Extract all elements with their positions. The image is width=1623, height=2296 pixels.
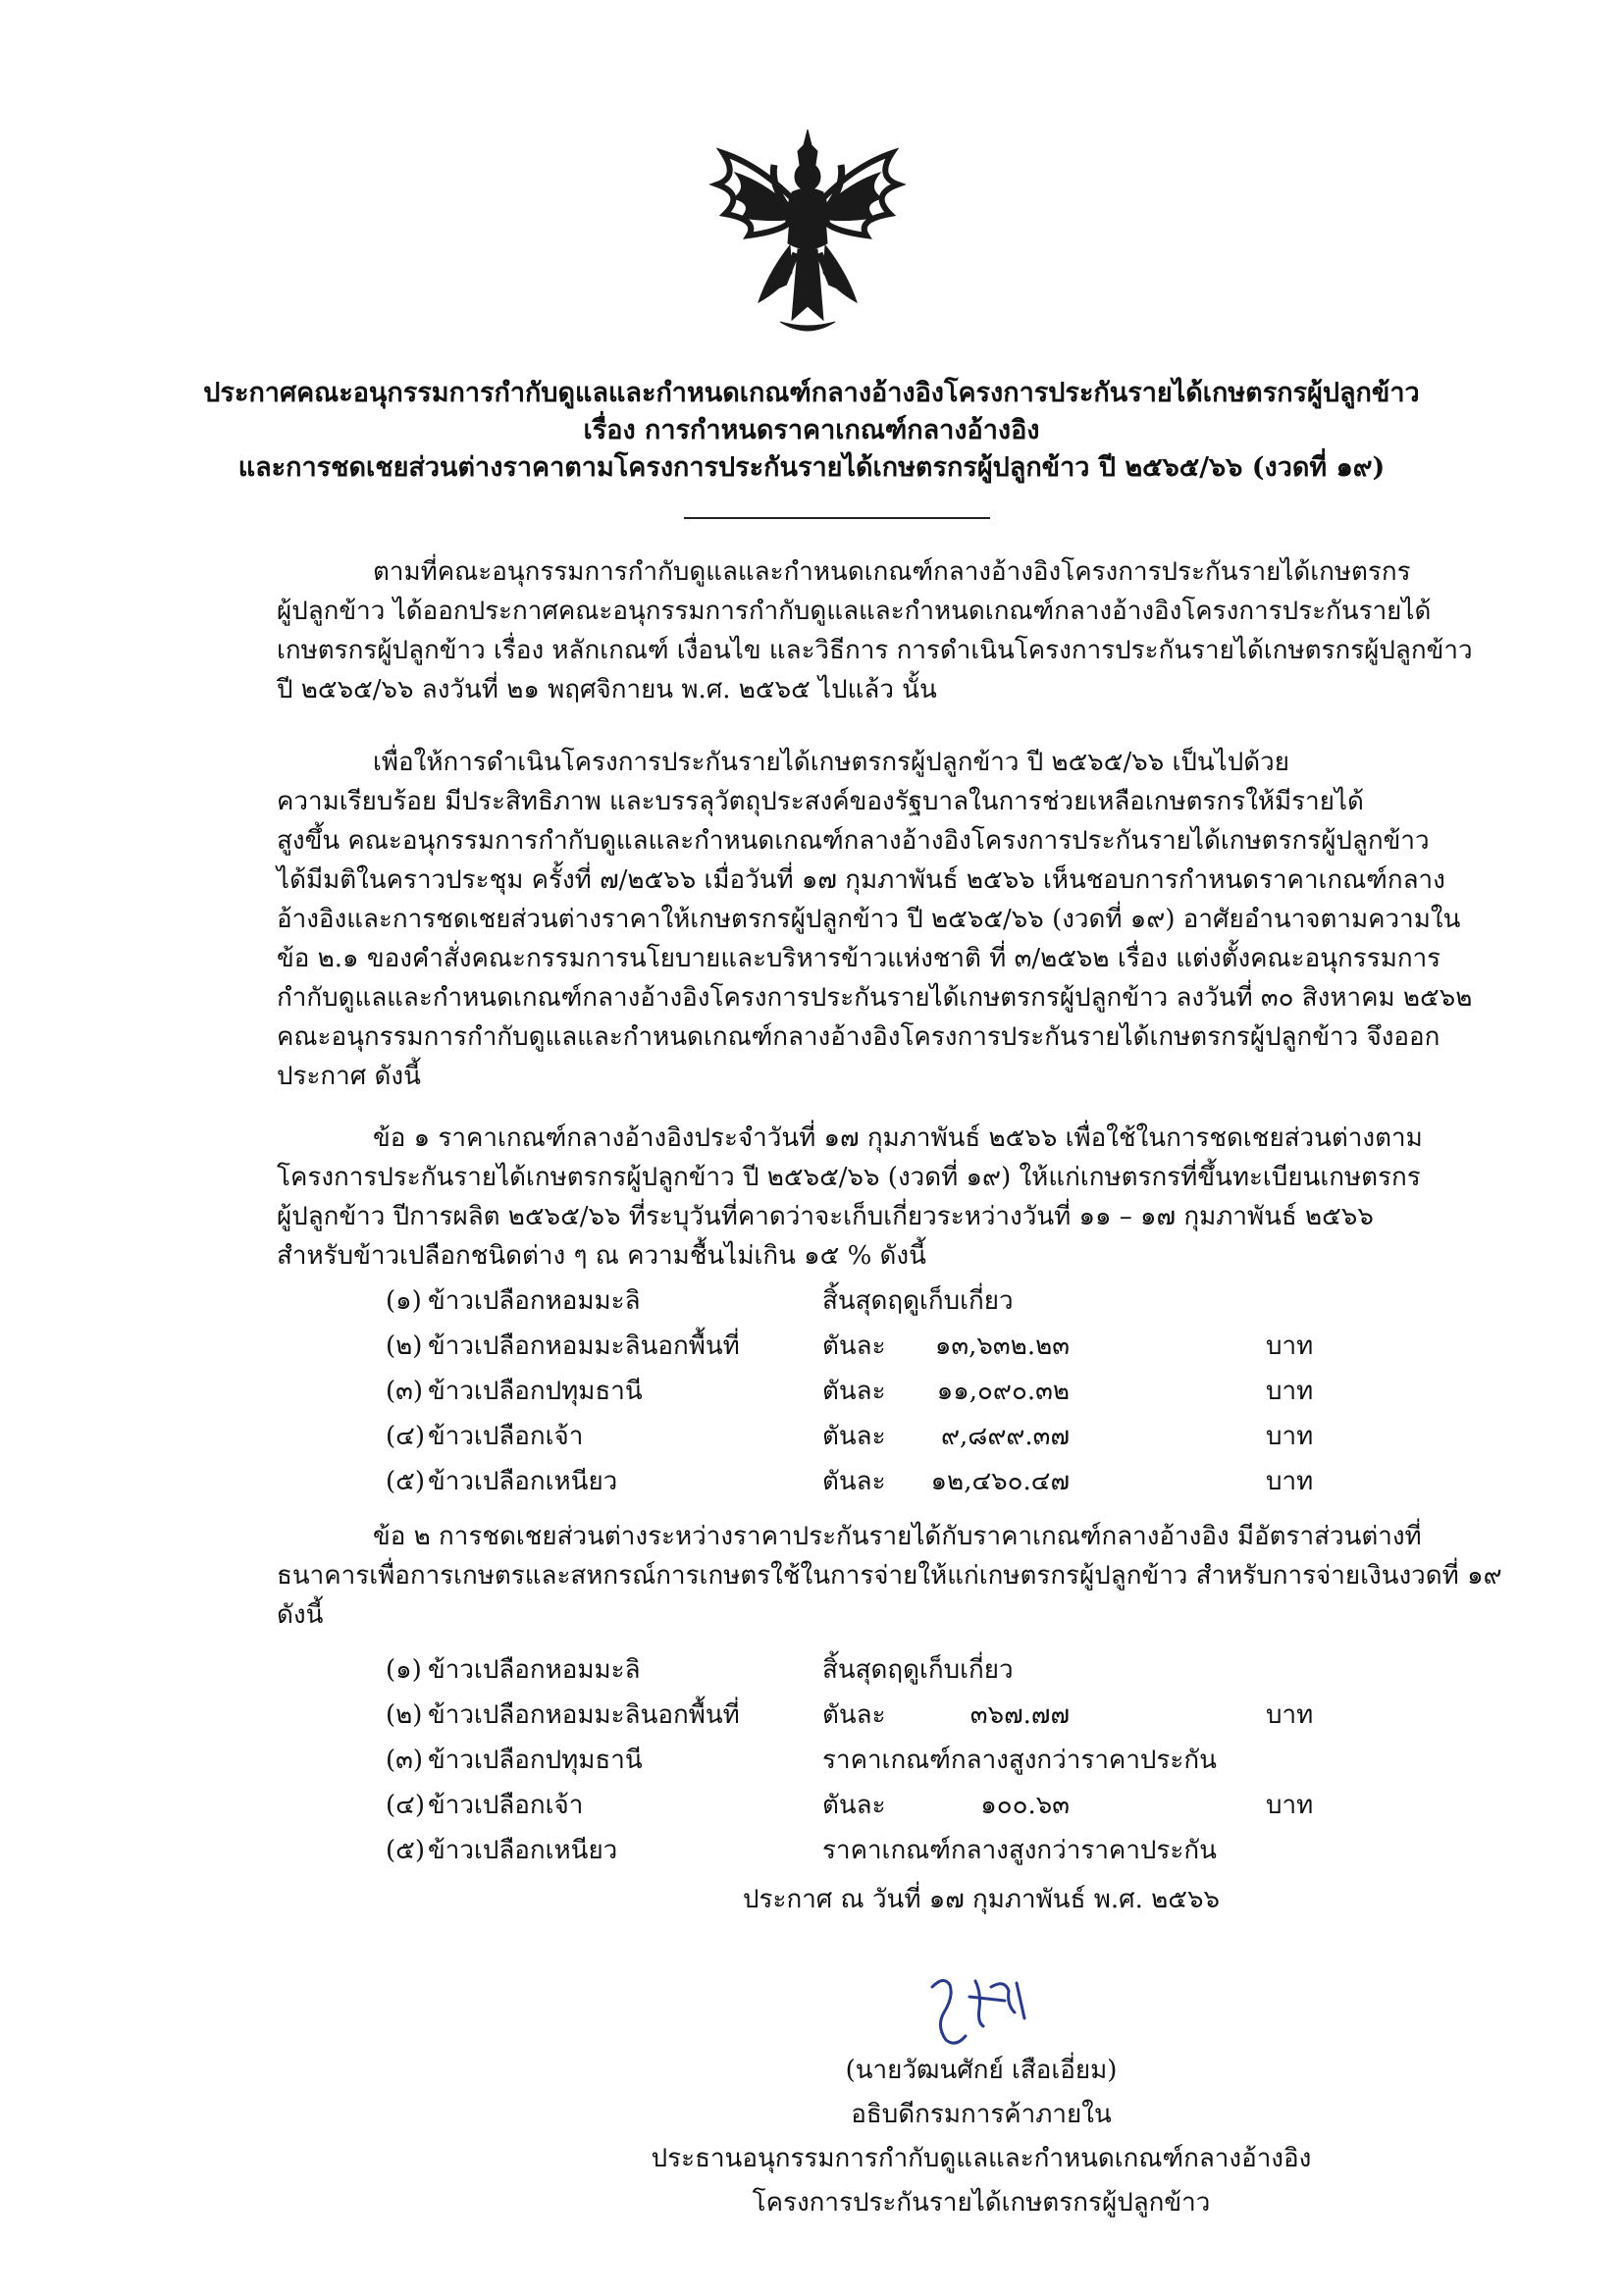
- unit-label: ตันละ: [822, 1467, 886, 1496]
- paragraph-2: [277, 743, 1473, 1096]
- paragraph-1: [277, 552, 1473, 709]
- table-row: [0, 1417, 1623, 1456]
- paragraph-line: โครงการประกันรายได้เกษตรกรผู้ปลูกข้าว ปี ๒๕๖๕/๖๖ (งวดที่ ๑๙) ให้แก่เกษตรกรที่ขึ้นทะเบียนเกษตรกร: [277, 1163, 1421, 1192]
- table-row: [0, 1650, 1623, 1690]
- paragraph-line: สูงขึ้น คณะอนุกรรมการกำกับดูแลและกำหนดเกณฑ์กลางอ้างอิงโครงการประกันรายได้เกษตรกรผู้ปลูกข้าว: [277, 826, 1430, 856]
- price-value: ๑๓,๖๓๒.๒๓: [934, 1331, 1070, 1361]
- paragraph-line: สำหรับข้าวเปลือกชนิดต่าง ๆ ณ ความชื้นไม่เกิน ๑๕ % ดังนี้: [277, 1241, 926, 1271]
- rice-type: ข้าวเปลือกเหนียว: [428, 1836, 618, 1865]
- row-number: (๕): [386, 1836, 425, 1865]
- table-row: [0, 1831, 1623, 1870]
- announcement-title: [177, 375, 1446, 487]
- rate-value: ๑๐๐.๖๓: [980, 1791, 1070, 1820]
- rice-type: ข้าวเปลือกหอมมะลินอกพื้นที่: [428, 1700, 740, 1730]
- title-line-3: และการชดเชยส่วนต่างราคาตามโครงการประกันรายได้เกษตรกรผู้ปลูกข้าว ปี ๒๕๖๕/๖๖ (งวดที่ ๑๙): [237, 452, 1386, 483]
- row-number: (๓): [386, 1746, 424, 1775]
- paragraph-line: ข้อ ๒ การชดเชยส่วนต่างระหว่างราคาประกันรายได้กับราคาเกณฑ์กลางอ้างอิง มีอัตราส่วนต่างที่: [373, 1522, 1422, 1551]
- row-number: (๒): [386, 1331, 423, 1361]
- paragraph-line: ข้อ ๒.๑ ของคำสั่งคณะกรรมการนโยบายและบริหารข้าวแห่งชาติ ที่ ๓/๒๕๖๒ เรื่อง แต่งตั้งคณะอนุกรรมการ: [277, 944, 1441, 973]
- paragraph-line: ตามที่คณะอนุกรรมการกำกับดูแลและกำหนดเกณฑ์กลางอ้างอิงโครงการประกันรายได้เกษตรกร: [373, 557, 1411, 587]
- row-number: (๒): [386, 1700, 423, 1730]
- paragraph-line: ความเรียบร้อย มีประสิทธิภาพ และบรรลุวัตถุประสงค์ของรัฐบาลในการช่วยเหลือเกษตรกรให้มีรายได้: [277, 787, 1364, 816]
- row-note: ราคาเกณฑ์กลางสูงกว่าราคาประกัน: [822, 1836, 1217, 1865]
- paragraph-line: คณะอนุกรรมการกำกับดูแลและกำหนดเกณฑ์กลางอ้างอิงโครงการประกันรายได้เกษตรกรผู้ปลูกข้าว จึงออก: [277, 1022, 1440, 1052]
- table-row: [0, 1372, 1623, 1411]
- row-note: ราคาเกณฑ์กลางสูงกว่าราคาประกัน: [822, 1746, 1217, 1775]
- rate-value: ๓๖๗.๗๗: [969, 1700, 1070, 1730]
- table-row: [0, 1327, 1623, 1366]
- currency-label: บาท: [1266, 1467, 1314, 1496]
- currency-label: บาท: [1266, 1422, 1314, 1451]
- paragraph-line: เกษตรกรผู้ปลูกข้าว เรื่อง หลักเกณฑ์ เงื่อนไข และวิธีการ การดำเนินโครงการประกันรายได้เกษตรกรผู้ปลูกข้าว: [277, 636, 1473, 665]
- currency-label: บาท: [1266, 1791, 1314, 1820]
- signer-role-line-1: ประธานอนุกรรมการกำกับดูแลและกำหนดเกณฑ์กลางอ้างอิง: [651, 2144, 1312, 2173]
- table-row: [0, 1696, 1623, 1735]
- paragraph-line: ผู้ปลูกข้าว ได้ออกประกาศคณะอนุกรรมการกำกับดูแลและกำหนดเกณฑ์กลางอ้างอิงโครงการประกันรายได้: [277, 597, 1432, 626]
- currency-label: บาท: [1266, 1331, 1314, 1361]
- signer-name: (นายวัฒนศักย์ เสือเอี่ยม): [845, 2056, 1118, 2085]
- handwritten-signature-icon: [911, 1957, 1048, 2056]
- currency-label: บาท: [1266, 1700, 1314, 1730]
- row-number: (๕): [386, 1467, 425, 1496]
- row-number: (๑): [386, 1655, 422, 1685]
- row-note: สิ้นสุดฤดูเก็บเกี่ยว: [822, 1655, 1014, 1685]
- table-row: [0, 1462, 1623, 1501]
- currency-label: บาท: [1266, 1377, 1314, 1406]
- rice-type: ข้าวเปลือกหอมมะลินอกพื้นที่: [428, 1331, 740, 1361]
- unit-label: ตันละ: [822, 1791, 886, 1820]
- title-underline: [684, 517, 990, 519]
- paragraph-line: ผู้ปลูกข้าว ปีการผลิต ๒๕๖๕/๖๖ ที่ระบุวันที่คาดว่าจะเก็บเกี่ยวระหว่างวันที่ ๑๑ – ๑๗ กุมภาพันธ์ ๒๕๖๖: [277, 1202, 1374, 1231]
- rice-type: ข้าวเปลือกปทุมธานี: [428, 1746, 643, 1775]
- rice-type: ข้าวเปลือกปทุมธานี: [428, 1377, 643, 1406]
- rice-type: ข้าวเปลือกเหนียว: [428, 1467, 618, 1496]
- row-number: (๓): [386, 1377, 424, 1406]
- rice-type: ข้าวเปลือกเจ้า: [428, 1422, 584, 1451]
- table-row: [0, 1281, 1623, 1321]
- price-value: ๑๑,๐๙๐.๓๒: [936, 1377, 1070, 1406]
- signer-position: อธิบดีกรมการค้าภายใน: [851, 2100, 1112, 2129]
- paragraph-line: ปี ๒๕๖๕/๖๖ ลงวันที่ ๒๑ พฤศจิกายน พ.ศ. ๒๕๖๕ ไปแล้ว นั้น: [277, 675, 937, 704]
- unit-label: ตันละ: [822, 1700, 886, 1730]
- unit-label: ตันละ: [822, 1331, 886, 1361]
- row-number: (๔): [386, 1791, 425, 1820]
- title-line-2: เรื่อง การกำหนดราคาเกณฑ์กลางอ้างอิง: [583, 415, 1040, 445]
- row-note: สิ้นสุดฤดูเก็บเกี่ยว: [822, 1286, 1014, 1316]
- unit-label: ตันละ: [822, 1377, 886, 1406]
- price-value: ๙,๘๙๙.๓๗: [940, 1422, 1070, 1451]
- rice-type: ข้าวเปลือกเจ้า: [428, 1791, 584, 1820]
- signer-role-line-2: โครงการประกันรายได้เกษตรกรผู้ปลูกข้าว: [752, 2188, 1211, 2218]
- row-number: (๔): [386, 1422, 425, 1451]
- paragraph-clause-1: [277, 1119, 1464, 1276]
- paragraph-line: ธนาคารเพื่อการเกษตรและสหกรณ์การเกษตรใช้ในการจ่ายให้แก่เกษตรกรผู้ปลูกข้าว สำหรับการจ่ายเงินงวดที่ ๑๙: [277, 1561, 1502, 1591]
- paragraph-line: เพื่อให้การดำเนินโครงการประกันรายได้เกษตรกรผู้ปลูกข้าว ปี ๒๕๖๕/๖๖ เป็นไปด้วย: [373, 748, 1289, 777]
- paragraph-line: กำกับดูแลและกำหนดเกณฑ์กลางอ้างอิงโครงการประกันรายได้เกษตรกรผู้ปลูกข้าว ลงวันที่ ๓๐ สิงหาคม ๒๕๖๒: [277, 983, 1473, 1013]
- paragraph-line: ประกาศ ดังนี้: [277, 1062, 421, 1091]
- announcement-date: ประกาศ ณ วันที่ ๑๗ กุมภาพันธ์ พ.ศ. ๒๕๖๖: [743, 1885, 1220, 1914]
- table-row: [0, 1741, 1623, 1780]
- paragraph-line: อ้างอิงและการชดเชยส่วนต่างราคาให้เกษตรกรผู้ปลูกข้าว ปี ๒๕๖๕/๖๖ (งวดที่ ๑๙) อาศัยอำนาจตามความใน: [277, 905, 1461, 934]
- paragraph-line: ข้อ ๑ ราคาเกณฑ์กลางอ้างอิงประจำวันที่ ๑๗ กุมภาพันธ์ ๒๕๖๖ เพื่อใช้ในการชดเชยส่วนต่างตาม: [373, 1123, 1423, 1153]
- garuda-emblem-icon: [690, 126, 925, 339]
- rice-type: ข้าวเปลือกหอมมะลิ: [428, 1655, 641, 1685]
- paragraph-line: ได้มีมติในคราวประชุม ครั้งที่ ๗/๒๕๖๖ เมื่อวันที่ ๑๗ กุมภาพันธ์ ๒๕๖๖ เห็นชอบการกำหนดราคาเกณฑ์กลาง: [277, 865, 1445, 895]
- title-line-1: ประกาศคณะอนุกรรมการกำกับดูแลและกำหนดเกณฑ์กลางอ้างอิงโครงการประกันรายได้เกษตรกรผู้ปลูกข้าว: [203, 378, 1420, 408]
- paragraph-clause-2: [277, 1517, 1502, 1635]
- paragraph-line: ดังนี้: [277, 1600, 324, 1630]
- table-row: [0, 1786, 1623, 1825]
- row-number: (๑): [386, 1286, 422, 1316]
- unit-label: ตันละ: [822, 1422, 886, 1451]
- rice-type: ข้าวเปลือกหอมมะลิ: [428, 1286, 641, 1316]
- price-value: ๑๒,๔๖๐.๔๗: [930, 1467, 1070, 1496]
